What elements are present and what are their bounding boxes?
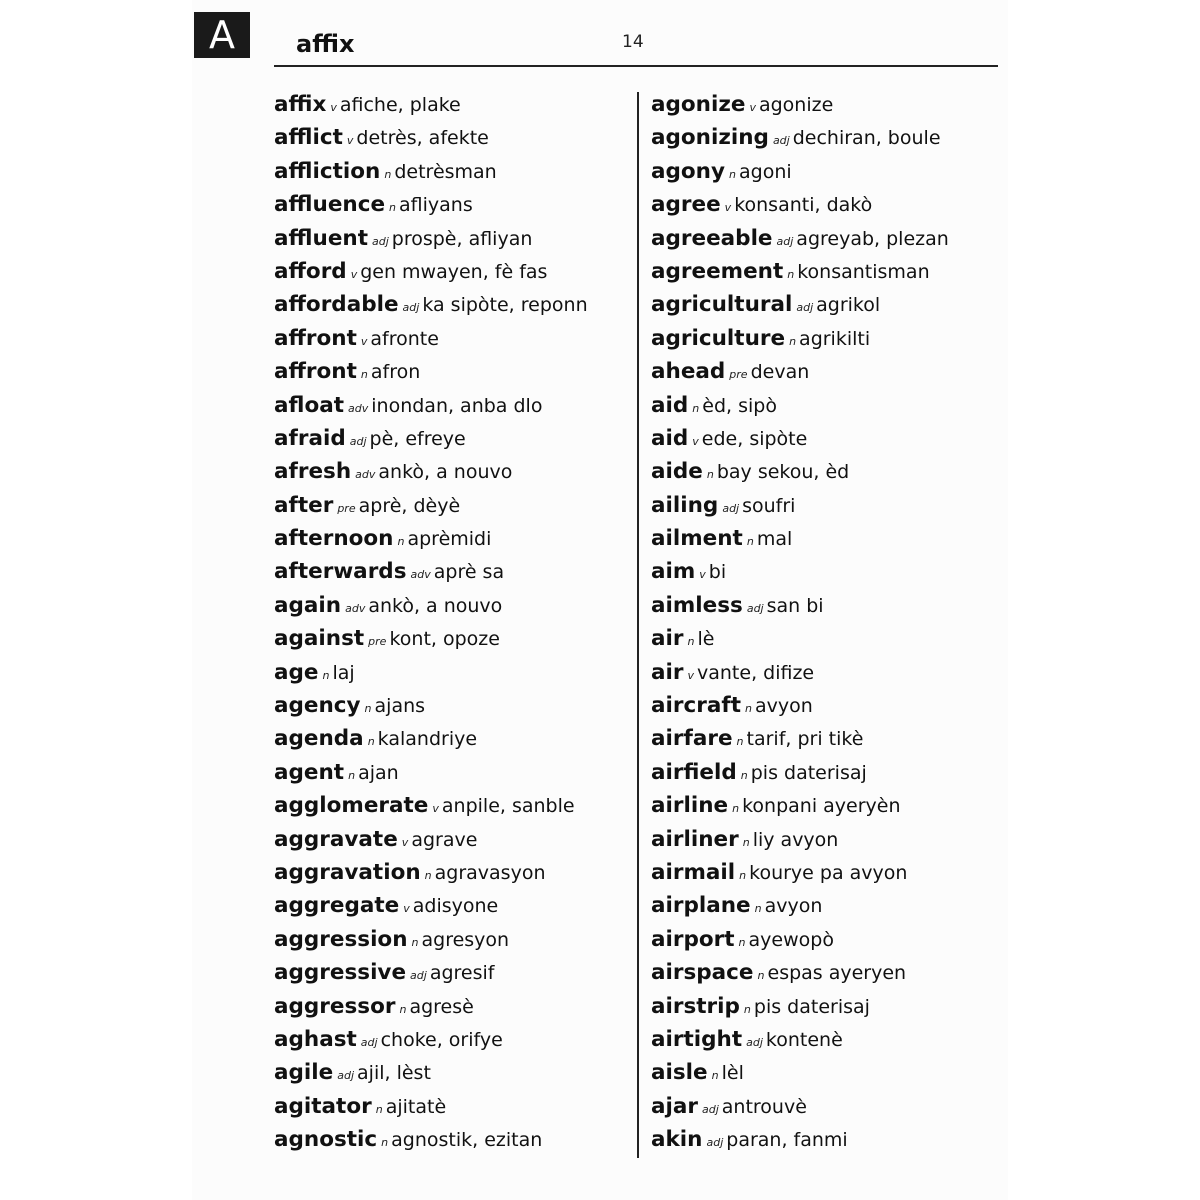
dictionary-entry: [274, 1056, 634, 1089]
part-of-speech: adv: [355, 468, 376, 482]
part-of-speech: n: [411, 935, 419, 949]
headword: agenda: [274, 726, 364, 752]
definition: gen mwayen, fè fas: [360, 260, 548, 283]
dictionary-entry: [274, 689, 634, 722]
headword: airfield: [651, 759, 737, 785]
definition: antrouvè: [721, 1095, 807, 1118]
headword: affordable: [274, 292, 399, 318]
headword: agonize: [651, 92, 746, 117]
part-of-speech: n: [711, 1069, 719, 1083]
part-of-speech: n: [687, 635, 695, 649]
definition: ede, sipòte: [701, 427, 808, 450]
part-of-speech: n: [692, 401, 700, 415]
dictionary-entry: [274, 622, 634, 655]
definition: mal: [756, 528, 793, 551]
definition: konsanti, dakò: [734, 194, 873, 217]
dictionary-entry: [274, 255, 634, 288]
dictionary-entry: [651, 322, 996, 355]
headword: aim: [651, 559, 696, 585]
part-of-speech: adj: [349, 434, 367, 448]
left-column: [274, 88, 634, 1157]
headword: aghast: [274, 1026, 357, 1052]
dictionary-entry: [274, 1123, 634, 1156]
dictionary-entry: [274, 188, 634, 221]
dictionary-entry: [274, 422, 634, 455]
headword: affix: [274, 92, 327, 117]
headword: airspace: [651, 960, 754, 986]
dictionary-entry: [651, 121, 996, 154]
definition: bi: [708, 561, 727, 584]
definition: agrikol: [816, 294, 881, 317]
headword: aggregate: [274, 893, 400, 919]
dictionary-entry: [274, 722, 634, 755]
dictionary-entry: [274, 823, 634, 856]
headword: aisle: [651, 1060, 708, 1086]
part-of-speech: n: [424, 868, 432, 882]
part-of-speech: n: [742, 835, 750, 849]
dictionary-entry: [274, 389, 634, 422]
headword: affront: [274, 359, 357, 385]
definition: afliyans: [399, 194, 473, 217]
dictionary-entry: [651, 155, 996, 188]
headword: aircraft: [651, 693, 741, 719]
part-of-speech: adv: [348, 401, 369, 415]
definition: inondan, anba dlo: [371, 394, 543, 417]
part-of-speech: n: [706, 468, 714, 482]
dictionary-entry: [651, 522, 996, 555]
part-of-speech: pre: [729, 368, 748, 382]
headword: airport: [651, 926, 735, 952]
dictionary-entry: [651, 188, 996, 221]
definition: san bi: [766, 594, 824, 617]
guide-word: affix: [296, 30, 355, 58]
dictionary-entry: [274, 990, 634, 1023]
dictionary-entry: [651, 889, 996, 922]
definition: tarif, pri tikè: [746, 728, 864, 751]
header-rule: [274, 65, 998, 67]
definition: dechiran, boule: [792, 127, 941, 150]
definition: konpani ayeryèn: [742, 795, 901, 818]
headword: akin: [651, 1127, 703, 1153]
headword: aggression: [274, 926, 408, 952]
definition: afiche, plake: [339, 94, 461, 116]
part-of-speech: adj: [410, 969, 427, 983]
right-column: [651, 88, 996, 1157]
definition: pis daterisaj: [750, 761, 867, 784]
part-of-speech: n: [757, 969, 765, 983]
definition: pè, efreye: [369, 427, 466, 450]
definition: kalandriye: [377, 728, 478, 751]
part-of-speech: v: [403, 902, 410, 916]
dictionary-entry: [274, 88, 634, 121]
part-of-speech: v: [749, 101, 756, 114]
part-of-speech: v: [350, 267, 358, 281]
part-of-speech: adj: [722, 501, 740, 515]
dictionary-entry: [274, 1090, 634, 1123]
headword: agony: [651, 158, 725, 184]
dictionary-entry: [651, 622, 996, 655]
dictionary-entry: [651, 923, 996, 956]
headword: affluence: [274, 192, 386, 218]
part-of-speech: pre: [368, 635, 387, 649]
part-of-speech: n: [738, 935, 746, 949]
definition: detrèsman: [394, 160, 497, 183]
definition: devan: [750, 361, 810, 384]
part-of-speech: n: [736, 735, 744, 749]
definition: ayewopò: [748, 928, 834, 951]
dictionary-entry: [651, 756, 996, 789]
definition: soufri: [742, 494, 796, 517]
dictionary-entry: [651, 1056, 996, 1089]
dictionary-entry: [651, 555, 996, 588]
headword: afflict: [274, 125, 343, 151]
definition: konsantisman: [797, 260, 930, 283]
definition: agresè: [409, 995, 474, 1018]
dictionary-entry: [651, 689, 996, 722]
headword: afloat: [274, 392, 345, 418]
part-of-speech: adj: [706, 1136, 724, 1150]
definition: agrave: [411, 828, 478, 851]
part-of-speech: n: [729, 167, 736, 181]
headword: agitator: [274, 1093, 372, 1119]
definition: agresyon: [421, 928, 510, 951]
part-of-speech: v: [401, 835, 409, 849]
definition: liy avyon: [752, 828, 839, 851]
dictionary-entry: [651, 88, 996, 121]
headword: aggressor: [274, 993, 396, 1019]
dictionary-entry: [651, 589, 996, 622]
headword: ailment: [651, 526, 743, 552]
part-of-speech: v: [330, 101, 337, 114]
headword: agent: [274, 759, 345, 785]
dictionary-entry: [651, 789, 996, 822]
dictionary-entry: [651, 722, 996, 755]
part-of-speech: v: [687, 668, 694, 682]
dictionary-entry: [274, 455, 634, 488]
definition: choke, orifye: [380, 1028, 503, 1051]
definition: lè: [697, 628, 715, 651]
dictionary-entry: [651, 1023, 996, 1056]
definition: avyon: [764, 895, 823, 918]
definition: aprèmidi: [407, 528, 492, 551]
part-of-speech: adj: [746, 601, 764, 615]
part-of-speech: n: [389, 201, 397, 215]
dictionary-entry: [274, 522, 634, 555]
dictionary-entry: [651, 222, 996, 255]
part-of-speech: adj: [776, 234, 794, 248]
headword: agriculture: [651, 325, 786, 351]
part-of-speech: adj: [360, 1035, 378, 1049]
part-of-speech: v: [360, 334, 368, 348]
dictionary-entry: [651, 389, 996, 422]
part-of-speech: n: [740, 768, 748, 782]
definition: èd, sipò: [702, 394, 777, 417]
page-number: 14: [622, 32, 644, 52]
part-of-speech: n: [364, 702, 372, 716]
definition: agrikilti: [799, 327, 871, 350]
part-of-speech: n: [743, 1002, 751, 1016]
part-of-speech: pre: [337, 501, 356, 515]
part-of-speech: n: [787, 267, 795, 281]
definition: kont, opoze: [389, 628, 500, 651]
headword: aid: [651, 425, 689, 451]
definition: paran, fanmi: [726, 1129, 848, 1152]
definition: ankò, a nouvo: [368, 594, 503, 617]
column-divider: [637, 92, 639, 1158]
definition: detrès, afekte: [356, 127, 489, 150]
headword: aggressive: [274, 960, 407, 986]
headword: airmail: [651, 859, 736, 885]
dictionary-entry: [651, 455, 996, 488]
headword: air: [651, 626, 684, 652]
part-of-speech: v: [346, 134, 354, 148]
headword: airstrip: [651, 993, 740, 1019]
part-of-speech: n: [732, 802, 740, 816]
dictionary-entry: [651, 856, 996, 889]
headword: again: [274, 592, 342, 618]
headword: agnostic: [274, 1127, 378, 1153]
definition: ka sipòte, reponn: [422, 294, 588, 317]
dictionary-entry: [651, 255, 996, 288]
dictionary-entry: [274, 155, 634, 188]
definition: espas ayeryen: [767, 962, 907, 985]
dictionary-entry: [274, 756, 634, 789]
headword: after: [274, 492, 334, 518]
dictionary-entry: [274, 923, 634, 956]
headword: airliner: [651, 826, 739, 852]
definition: agoni: [738, 160, 792, 183]
headword: agonizing: [651, 125, 769, 151]
dictionary-entry: [274, 121, 634, 154]
part-of-speech: adj: [337, 1069, 355, 1083]
definition: aprè sa: [433, 561, 505, 584]
headword: agree: [651, 192, 721, 218]
headword: airfare: [651, 726, 733, 752]
dictionary-entry: [274, 889, 634, 922]
headword: affluent: [274, 225, 368, 251]
headword: agricultural: [651, 292, 793, 318]
headword: affliction: [274, 158, 381, 184]
headword: agreement: [651, 258, 784, 284]
part-of-speech: adj: [746, 1035, 763, 1049]
dictionary-entry: [274, 656, 634, 689]
part-of-speech: n: [399, 1002, 407, 1016]
part-of-speech: adj: [702, 1102, 719, 1116]
part-of-speech: n: [739, 868, 747, 882]
dictionary-entry: [274, 489, 634, 522]
dictionary-entry: [274, 322, 634, 355]
dictionary-entry: [651, 1090, 996, 1123]
dictionary-entry: [651, 956, 996, 989]
headword: afterwards: [274, 559, 407, 585]
part-of-speech: adv: [410, 568, 431, 582]
headword: air: [651, 659, 684, 685]
dictionary-entry: [651, 823, 996, 856]
definition: laj: [332, 661, 355, 684]
headword: agile: [274, 1060, 334, 1086]
dictionary-entry: [651, 288, 996, 321]
dictionary-entry: [651, 422, 996, 455]
headword: afresh: [274, 459, 352, 485]
dictionary-entry: [274, 856, 634, 889]
definition: agresif: [429, 962, 495, 985]
definition: agravasyon: [434, 861, 546, 884]
definition: afron: [370, 361, 421, 384]
headword: agreeable: [651, 225, 773, 251]
dictionary-entry: [651, 656, 996, 689]
headword: airtight: [651, 1026, 743, 1052]
dictionary-entry: [274, 956, 634, 989]
definition: ankò, a nouvo: [378, 461, 513, 484]
headword: aggravate: [274, 826, 398, 852]
headword: airline: [651, 793, 729, 819]
dictionary-entry: [274, 1023, 634, 1056]
part-of-speech: n: [360, 368, 368, 382]
headword: ajar: [651, 1093, 698, 1119]
part-of-speech: n: [397, 535, 405, 549]
definition: agreyab, plezan: [796, 227, 949, 250]
headword: agglomerate: [274, 793, 429, 819]
part-of-speech: n: [375, 1102, 383, 1116]
headword: airplane: [651, 893, 751, 919]
headword: ahead: [651, 359, 726, 385]
definition: bay sekou, èd: [716, 461, 850, 484]
letter-tab: A: [194, 12, 250, 58]
definition: agonize: [758, 94, 834, 116]
dictionary-entry: [274, 589, 634, 622]
definition: vante, difize: [697, 661, 815, 684]
definition: agnostik, ezitan: [391, 1129, 543, 1152]
part-of-speech: n: [348, 768, 356, 782]
dictionary-entry: [651, 489, 996, 522]
headword: aggravation: [274, 859, 421, 885]
part-of-speech: n: [746, 535, 754, 549]
headword: aide: [651, 459, 703, 485]
definition: kourye pa avyon: [749, 861, 908, 884]
part-of-speech: v: [724, 201, 732, 215]
headword: afternoon: [274, 526, 394, 552]
part-of-speech: n: [381, 1136, 389, 1150]
definition: pis daterisaj: [753, 995, 870, 1018]
part-of-speech: n: [367, 735, 375, 749]
part-of-speech: n: [322, 668, 330, 682]
part-of-speech: n: [744, 702, 752, 716]
headword: against: [274, 626, 365, 652]
definition: prospè, afliyan: [391, 227, 533, 250]
dictionary-entry: [651, 1123, 996, 1156]
headword: affront: [274, 325, 357, 351]
part-of-speech: v: [432, 802, 439, 816]
dictionary-entry: [274, 222, 634, 255]
headword: age: [274, 659, 319, 685]
definition: anpile, sanble: [441, 795, 575, 818]
definition: kontenè: [765, 1028, 843, 1051]
dictionary-entry: [274, 555, 634, 588]
definition: adisyone: [412, 895, 499, 918]
part-of-speech: n: [754, 902, 762, 916]
definition: ajans: [374, 695, 426, 718]
headword: afraid: [274, 425, 346, 451]
dictionary-entry: [651, 990, 996, 1023]
definition: avyon: [754, 695, 813, 718]
definition: aprè, dèyè: [358, 494, 461, 517]
definition: ajan: [358, 761, 399, 784]
definition: lèl: [721, 1062, 744, 1085]
dictionary-entry: [651, 355, 996, 388]
definition: afronte: [370, 327, 439, 350]
headword: ailing: [651, 492, 719, 518]
part-of-speech: n: [384, 167, 392, 181]
definition: ajitatè: [385, 1095, 447, 1118]
part-of-speech: n: [789, 334, 797, 348]
part-of-speech: adj: [402, 301, 420, 315]
part-of-speech: adj: [772, 134, 790, 148]
dictionary-entry: [274, 789, 634, 822]
part-of-speech: adj: [796, 301, 814, 315]
definition: ajil, lèst: [357, 1062, 431, 1085]
headword: aimless: [651, 592, 743, 618]
part-of-speech: adv: [345, 601, 366, 615]
headword: afford: [274, 258, 347, 284]
headword: agency: [274, 693, 361, 719]
dictionary-entry: [274, 288, 634, 321]
dictionary-entry: [274, 355, 634, 388]
part-of-speech: v: [692, 434, 699, 448]
headword: aid: [651, 392, 689, 418]
part-of-speech: adj: [371, 234, 389, 248]
part-of-speech: v: [699, 568, 706, 582]
